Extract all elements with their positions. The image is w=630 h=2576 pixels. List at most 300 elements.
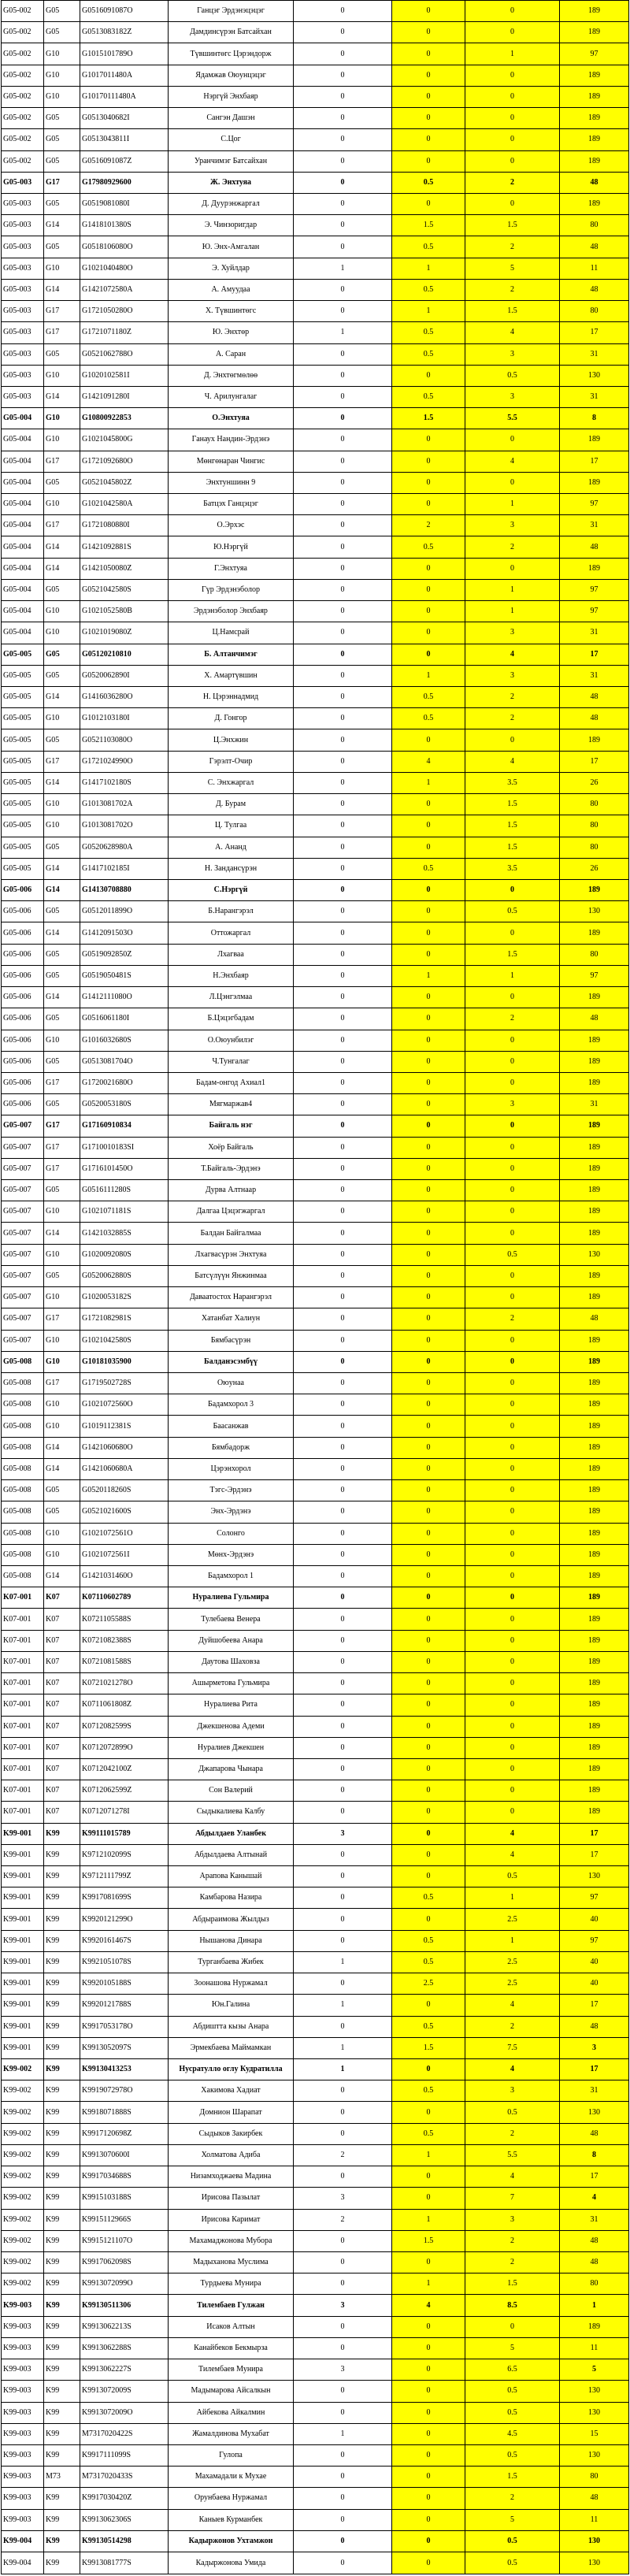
table-row <box>2 1951 629 1973</box>
class-cell: G05-008 <box>2 1544 44 1565</box>
group-cell: G05 <box>44 944 80 965</box>
group-cell: G14 <box>44 772 80 793</box>
score-b-cell: 0 <box>392 815 465 837</box>
table-row <box>2 172 629 193</box>
score-c-cell: 1 <box>465 965 560 986</box>
group-cell: K99 <box>44 2359 80 2381</box>
class-cell: G05-006 <box>2 965 44 986</box>
score-b-cell: 0.5 <box>392 236 465 258</box>
class-cell: G05-005 <box>2 708 44 729</box>
class-cell: G05-005 <box>2 815 44 837</box>
class-cell: G05-005 <box>2 687 44 708</box>
name-cell: Т.Байгаль-Эрдэнэ <box>169 1158 294 1179</box>
group-cell: G05 <box>44 965 80 986</box>
code-cell: G0520118260S <box>80 1480 169 1501</box>
score-a-cell: 0 <box>294 1287 392 1308</box>
rank-cell: 130 <box>560 2402 629 2423</box>
score-b-cell: 0 <box>392 1437 465 1458</box>
score-b-cell: 2.5 <box>392 1973 465 1995</box>
code-cell: K9920121788S <box>80 1995 169 2016</box>
name-cell: Дуйшобеева Анара <box>169 1630 294 1651</box>
score-b-cell: 0 <box>392 644 465 665</box>
rank-cell: 11 <box>560 2337 629 2359</box>
code-cell: G17980929600 <box>80 172 169 193</box>
rank-cell: 40 <box>560 1951 629 1973</box>
score-a-cell: 0 <box>294 1565 392 1587</box>
name-cell: Эрдэнэболор Энхбаяр <box>169 601 294 622</box>
score-b-cell: 0 <box>392 1544 465 1565</box>
code-cell: K0721105588S <box>80 1609 169 1630</box>
score-b-cell: 0 <box>392 1115 465 1137</box>
score-b-cell: 0 <box>392 1137 465 1158</box>
rank-cell: 80 <box>560 215 629 236</box>
class-cell: G05-003 <box>2 172 44 193</box>
table-row <box>2 236 629 258</box>
group-cell: K99 <box>44 1887 80 1909</box>
group-cell: G17 <box>44 1115 80 1137</box>
score-c-cell: 0 <box>465 1716 560 1737</box>
score-c-cell: 0 <box>465 1330 560 1351</box>
score-b-cell: 0 <box>392 2251 465 2273</box>
class-cell: K99-004 <box>2 2530 44 2552</box>
code-cell: G1417102185I <box>80 858 169 879</box>
table-row <box>2 665 629 686</box>
class-cell: G05-004 <box>2 536 44 558</box>
name-cell: Лхагвасүрэн Энхтуяа <box>169 1244 294 1265</box>
code-cell: G1710010183SI <box>80 1137 169 1158</box>
code-cell: K99130413253 <box>80 2059 169 2080</box>
score-a-cell: 0 <box>294 1501 392 1523</box>
code-cell: G0520053180S <box>80 1094 169 1115</box>
code-cell: K0721021278O <box>80 1673 169 1694</box>
rank-cell: 26 <box>560 772 629 793</box>
table-row <box>2 215 629 236</box>
score-c-cell: 2 <box>465 2488 560 2509</box>
class-cell: K99-003 <box>2 2509 44 2530</box>
score-c-cell: 0 <box>465 922 560 944</box>
score-b-cell: 0 <box>392 429 465 451</box>
code-cell: G1421050080Z <box>80 558 169 579</box>
code-cell: G0512011899O <box>80 901 169 922</box>
name-cell: С.Цог <box>169 129 294 150</box>
class-cell: G05-007 <box>2 1180 44 1201</box>
score-c-cell: 2 <box>465 279 560 300</box>
score-c-cell: 0 <box>465 429 560 451</box>
score-b-cell: 1 <box>392 258 465 279</box>
class-cell: K07-001 <box>2 1609 44 1630</box>
table-row <box>2 343 629 365</box>
group-cell: K99 <box>44 2102 80 2123</box>
score-c-cell: 4 <box>465 751 560 772</box>
rank-cell: 15 <box>560 2423 629 2444</box>
score-a-cell: 0 <box>294 1351 392 1372</box>
class-cell: K07-001 <box>2 1694 44 1716</box>
score-b-cell: 0 <box>392 601 465 622</box>
score-b-cell: 0.5 <box>392 687 465 708</box>
score-a-cell: 0 <box>294 2273 392 2295</box>
table-row <box>2 494 629 515</box>
class-cell: G05-008 <box>2 1373 44 1394</box>
table-row <box>2 644 629 665</box>
name-cell: Абдыраимова Жылдыз <box>169 1909 294 1930</box>
rank-cell: 189 <box>560 1609 629 1630</box>
group-cell: K99 <box>44 2144 80 2166</box>
score-c-cell: 0 <box>465 1587 560 1609</box>
class-cell: G05-004 <box>2 494 44 515</box>
rank-cell: 17 <box>560 451 629 472</box>
score-a-cell: 0 <box>294 129 392 150</box>
name-cell: О.Эрхэс <box>169 515 294 536</box>
class-cell: K99-002 <box>2 2251 44 2273</box>
rank-cell: 80 <box>560 2273 629 2295</box>
name-cell: Нэргүй Энхбаяр <box>169 86 294 107</box>
group-cell: G14 <box>44 279 80 300</box>
group-cell: G10 <box>44 1330 80 1351</box>
rank-cell: 17 <box>560 1995 629 2016</box>
score-c-cell: 0.5 <box>465 2552 560 2574</box>
table-row <box>2 2488 629 2509</box>
score-a-cell: 0 <box>294 1973 392 1995</box>
score-c-cell: 0 <box>465 1480 560 1501</box>
name-cell: Кадыржонова Умида <box>169 2552 294 2574</box>
class-cell: G05-005 <box>2 837 44 858</box>
score-a-cell: 0 <box>294 901 392 922</box>
rank-cell: 31 <box>560 343 629 365</box>
rank-cell: 8 <box>560 408 629 429</box>
score-c-cell: 2 <box>465 172 560 193</box>
class-cell: G05-007 <box>2 1158 44 1179</box>
group-cell: G17 <box>44 751 80 772</box>
score-a-cell: 0 <box>294 1373 392 1394</box>
group-cell: G10 <box>44 708 80 729</box>
group-cell: G05 <box>44 901 80 922</box>
table-row <box>2 751 629 772</box>
score-a-cell: 3 <box>294 2188 392 2209</box>
name-cell: Х. Амартүвшин <box>169 665 294 686</box>
score-c-cell: 4 <box>465 1844 560 1865</box>
score-b-cell: 0 <box>392 65 465 86</box>
score-b-cell: 0 <box>392 1716 465 1737</box>
rank-cell: 189 <box>560 1137 629 1158</box>
code-cell: G1417102180S <box>80 772 169 793</box>
class-cell: K99-002 <box>2 2123 44 2144</box>
rank-cell: 17 <box>560 1823 629 1844</box>
score-a-cell: 0 <box>294 794 392 815</box>
score-a-cell: 0 <box>294 879 392 900</box>
code-cell: K9917030420Z <box>80 2488 169 2509</box>
code-cell: K9913072009O <box>80 2402 169 2423</box>
group-cell: G05 <box>44 22 80 43</box>
score-a-cell: 0 <box>294 451 392 472</box>
group-cell: G05 <box>44 837 80 858</box>
code-cell: K9918071888S <box>80 2102 169 2123</box>
code-cell: G0519092850Z <box>80 944 169 965</box>
class-cell: G05-003 <box>2 386 44 407</box>
code-cell: K9913072009S <box>80 2381 169 2402</box>
rank-cell: 97 <box>560 494 629 515</box>
group-cell: G17 <box>44 1373 80 1394</box>
score-a-cell: 0 <box>294 2444 392 2466</box>
name-cell: Низамходжаева Мадина <box>169 2166 294 2188</box>
rank-cell: 31 <box>560 386 629 407</box>
table-row <box>2 1909 629 1930</box>
score-a-cell: 1 <box>294 2423 392 2444</box>
rank-cell: 17 <box>560 644 629 665</box>
score-b-cell: 0.5 <box>392 279 465 300</box>
group-cell: G10 <box>44 258 80 279</box>
name-cell: А. Амуудаа <box>169 279 294 300</box>
score-b-cell: 0 <box>392 1501 465 1523</box>
score-c-cell: 0 <box>465 22 560 43</box>
table-row <box>2 1587 629 1609</box>
score-c-cell: 2 <box>465 687 560 708</box>
score-c-cell: 0 <box>465 1030 560 1051</box>
group-cell: G10 <box>44 622 80 644</box>
score-a-cell: 0 <box>294 150 392 172</box>
table-row <box>2 815 629 837</box>
score-c-cell: 1.5 <box>465 2273 560 2295</box>
name-cell: Тилембаев Гулжан <box>169 2295 294 2316</box>
group-cell: K07 <box>44 1780 80 1802</box>
table-row <box>2 1051 629 1072</box>
code-cell: G1020053182S <box>80 1287 169 1308</box>
class-cell: G05-002 <box>2 129 44 150</box>
score-c-cell: 0 <box>465 150 560 172</box>
name-cell: Д. Гонгор <box>169 708 294 729</box>
rank-cell: 189 <box>560 86 629 107</box>
rank-cell: 189 <box>560 1330 629 1351</box>
score-c-cell: 8.5 <box>465 2295 560 2316</box>
name-cell: Эрмекбаева Маймамкан <box>169 2037 294 2058</box>
table-row <box>2 1416 629 1437</box>
class-cell: K99-002 <box>2 2188 44 2209</box>
class-cell: G05-005 <box>2 665 44 686</box>
score-c-cell: 0.5 <box>465 2530 560 2552</box>
score-a-cell: 0 <box>294 772 392 793</box>
name-cell: Цэрэнхорол <box>169 1458 294 1479</box>
score-b-cell: 0 <box>392 1844 465 1865</box>
score-c-cell: 4 <box>465 2166 560 2188</box>
class-cell: G05-006 <box>2 1094 44 1115</box>
table-row <box>2 2251 629 2273</box>
name-cell: Ганаух Нандин-Эрдэнэ <box>169 429 294 451</box>
rank-cell: 189 <box>560 1565 629 1587</box>
score-b-cell: 0 <box>392 1051 465 1072</box>
score-a-cell: 0 <box>294 536 392 558</box>
table-row <box>2 22 629 43</box>
table-row <box>2 472 629 493</box>
class-cell: G05-004 <box>2 558 44 579</box>
score-a-cell: 0 <box>294 1480 392 1501</box>
score-c-cell: 0 <box>465 1115 560 1137</box>
score-c-cell: 0 <box>465 1373 560 1394</box>
score-a-cell: 0 <box>294 2488 392 2509</box>
code-cell: K9913070600I <box>80 2144 169 2166</box>
table-row <box>2 1030 629 1051</box>
table-row <box>2 2230 629 2251</box>
group-cell: G17 <box>44 1072 80 1093</box>
score-a-cell: 0 <box>294 1694 392 1716</box>
name-cell: Абдылдаев Уланбек <box>169 1823 294 1844</box>
table-row <box>2 1995 629 2016</box>
code-cell: K9913052097S <box>80 2037 169 2058</box>
score-b-cell: 0 <box>392 2102 465 2123</box>
class-cell: K99-002 <box>2 2209 44 2230</box>
table-row <box>2 1523 629 1544</box>
class-cell: K99-004 <box>2 2552 44 2574</box>
group-cell: G14 <box>44 386 80 407</box>
table-row <box>2 2123 629 2144</box>
group-cell: G05 <box>44 1094 80 1115</box>
score-a-cell: 0 <box>294 2467 392 2488</box>
name-cell: Бадам-онгод Ахиал1 <box>169 1072 294 1093</box>
rank-cell: 189 <box>560 1694 629 1716</box>
code-cell: G0519050481S <box>80 965 169 986</box>
class-cell: G05-008 <box>2 1351 44 1372</box>
name-cell: Ирисова Пазылат <box>169 2188 294 2209</box>
score-b-cell: 0 <box>392 2166 465 2188</box>
name-cell: Нуралиев Джекшен <box>169 1737 294 1758</box>
rank-cell: 130 <box>560 2552 629 2574</box>
score-a-cell: 0 <box>294 1887 392 1909</box>
score-c-cell: 0 <box>465 1544 560 1565</box>
rank-cell: 40 <box>560 1973 629 1995</box>
score-b-cell: 0 <box>392 2467 465 2488</box>
class-cell: G05-008 <box>2 1458 44 1479</box>
name-cell: Кадыржонов Ухтамжон <box>169 2530 294 2552</box>
group-cell: K99 <box>44 2037 80 2058</box>
table-row <box>2 2402 629 2423</box>
name-cell: Энхтуншинн 9 <box>169 472 294 493</box>
score-a-cell: 1 <box>294 2059 392 2080</box>
rank-cell: 3 <box>560 2037 629 2058</box>
score-b-cell: 0 <box>392 129 465 150</box>
group-cell: K99 <box>44 2444 80 2466</box>
rank-cell: 48 <box>560 708 629 729</box>
table-row <box>2 922 629 944</box>
table-row <box>2 1844 629 1865</box>
name-cell: Б.Цэцэгбадам <box>169 1008 294 1030</box>
score-b-cell: 0 <box>392 901 465 922</box>
class-cell: G05-005 <box>2 751 44 772</box>
class-cell: G05-005 <box>2 794 44 815</box>
name-cell: Бадамхорол 1 <box>169 1565 294 1587</box>
score-c-cell: 3 <box>465 515 560 536</box>
group-cell: K99 <box>44 2016 80 2037</box>
group-cell: G05 <box>44 472 80 493</box>
group-cell: G10 <box>44 1287 80 1308</box>
score-a-cell: 0 <box>294 172 392 193</box>
class-cell: K99-003 <box>2 2359 44 2381</box>
code-cell: K9917111099S <box>80 2444 169 2466</box>
score-a-cell: 0 <box>294 922 392 944</box>
score-a-cell: 0 <box>294 365 392 386</box>
score-c-cell: 4 <box>465 1995 560 2016</box>
score-b-cell: 0.5 <box>392 1887 465 1909</box>
group-cell: M73 <box>44 2467 80 2488</box>
score-a-cell: 0 <box>294 1072 392 1093</box>
score-a-cell: 0 <box>294 1244 392 1265</box>
code-cell: G1716101450O <box>80 1158 169 1179</box>
rank-cell: 189 <box>560 1523 629 1544</box>
score-c-cell: 0 <box>465 1072 560 1093</box>
name-cell: Ирисова Каримат <box>169 2209 294 2230</box>
group-cell: G10 <box>44 408 80 429</box>
group-cell: G05 <box>44 150 80 172</box>
rank-cell: 17 <box>560 2059 629 2080</box>
class-cell: K99-002 <box>2 2059 44 2080</box>
group-cell: G05 <box>44 665 80 686</box>
score-b-cell: 0.5 <box>392 1951 465 1973</box>
class-cell: G05-006 <box>2 1008 44 1030</box>
code-cell: K9915103188S <box>80 2188 169 2209</box>
class-cell: K99-002 <box>2 2166 44 2188</box>
score-b-cell: 0.5 <box>392 2080 465 2102</box>
group-cell: K99 <box>44 2509 80 2530</box>
score-b-cell: 2 <box>392 515 465 536</box>
name-cell: А. Ананд <box>169 837 294 858</box>
score-b-cell: 0.5 <box>392 1930 465 1951</box>
group-cell: K07 <box>44 1716 80 1737</box>
group-cell: G17 <box>44 451 80 472</box>
code-cell: G1421031460O <box>80 1565 169 1587</box>
score-a-cell: 0 <box>294 1201 392 1223</box>
rank-cell: 48 <box>560 236 629 258</box>
score-b-cell: 0 <box>392 837 465 858</box>
code-cell: K9921051078S <box>80 1951 169 1973</box>
score-c-cell: 3.5 <box>465 858 560 879</box>
group-cell: K99 <box>44 1866 80 1887</box>
table-row <box>2 86 629 107</box>
group-cell: K99 <box>44 1995 80 2016</box>
rank-cell: 130 <box>560 2381 629 2402</box>
class-cell: G05-002 <box>2 86 44 107</box>
class-cell: K99-003 <box>2 2295 44 2316</box>
table-row <box>2 837 629 858</box>
class-cell: G05-003 <box>2 236 44 258</box>
rank-cell: 48 <box>560 536 629 558</box>
class-cell: K07-001 <box>2 1587 44 1609</box>
class-cell: K99-001 <box>2 1973 44 1995</box>
score-a-cell: 0 <box>294 2123 392 2144</box>
score-a-cell: 0 <box>294 644 392 665</box>
score-b-cell: 0 <box>392 1737 465 1758</box>
score-c-cell: 0 <box>465 1565 560 1587</box>
name-cell: Энх-Эрдэнэ <box>169 1501 294 1523</box>
code-cell: K9913062213S <box>80 2316 169 2337</box>
name-cell: Хоёр Байгаль <box>169 1137 294 1158</box>
score-c-cell: 0 <box>465 1523 560 1544</box>
group-cell: G14 <box>44 1565 80 1587</box>
table-body <box>2 1 629 2574</box>
name-cell: Ашырметова Гульмира <box>169 1673 294 1694</box>
class-cell: K07-001 <box>2 1802 44 1823</box>
code-cell: G1421060680A <box>80 1458 169 1479</box>
score-c-cell: 1 <box>465 43 560 65</box>
table-row <box>2 1201 629 1223</box>
class-cell: K99-001 <box>2 1909 44 1930</box>
score-b-cell: 1 <box>392 2144 465 2166</box>
class-cell: G05-003 <box>2 343 44 365</box>
code-cell: G1021072561O <box>80 1523 169 1544</box>
code-cell: K9915112966S <box>80 2209 169 2230</box>
class-cell: G05-003 <box>2 279 44 300</box>
rank-cell: 48 <box>560 1308 629 1330</box>
code-cell: G1019112381S <box>80 1416 169 1437</box>
score-b-cell: 0 <box>392 622 465 644</box>
rank-cell: 130 <box>560 2444 629 2466</box>
class-cell: G05-006 <box>2 1030 44 1051</box>
